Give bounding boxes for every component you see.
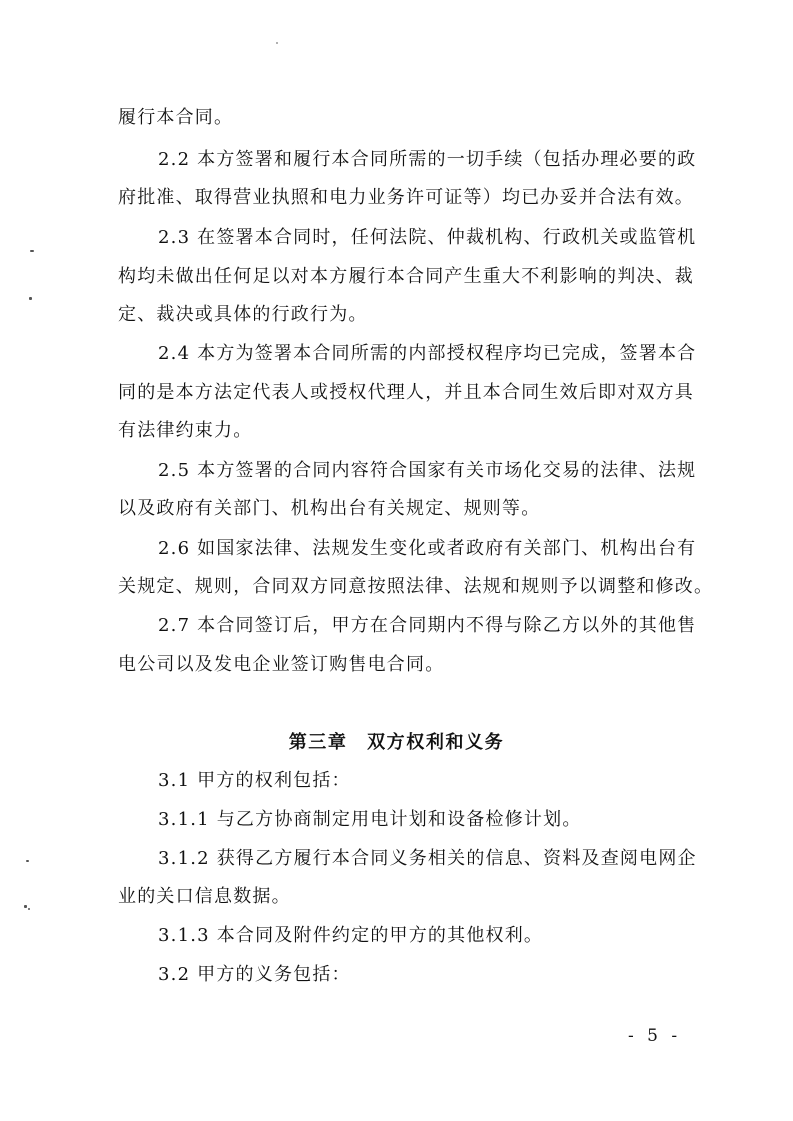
clause-2-4-line-3: 有法律约束力。 bbox=[118, 420, 253, 441]
clause-2-2-line-2: 府批准、取得营业执照和电力业务许可证等）均已办妥并合法有效。 bbox=[118, 187, 694, 208]
clause-2-7-line-2: 电公司以及发电企业签订购售电合同。 bbox=[118, 654, 445, 675]
clause-2-4-line-2: 同的是本方法定代表人或授权代理人，并且本合同生效后即对双方具 bbox=[118, 382, 694, 403]
scan-speck bbox=[30, 250, 34, 252]
clause-2-3-line-2: 构均未做出任何足以对本方履行本合同产生重大不利影响的判决、裁 bbox=[118, 266, 694, 287]
clause-3-1-3: 3.1.3 本合同及附件约定的甲方的其他权利。 bbox=[158, 925, 544, 946]
clause-2-4-line-1: 2.4 本方为签署本合同所需的内部授权程序均已完成，签署本合 bbox=[158, 343, 697, 364]
clause-3-1-2-line-2: 业的关口信息数据。 bbox=[118, 886, 291, 907]
scan-speck bbox=[24, 905, 27, 908]
clause-2-6-line-2: 关规定、规则，合同双方同意按照法律、法规和规则予以调整和修改。 bbox=[118, 576, 714, 597]
clause-3-2: 3.2 甲方的义务包括： bbox=[158, 964, 351, 985]
clause-2-2-line-1: 2.2 本方签署和履行本合同所需的一切手续（包括办理必要的政 bbox=[158, 149, 697, 170]
clause-2-5-line-2: 以及政府有关部门、机构出台有关规定、规则等。 bbox=[118, 498, 541, 519]
clause-3-1-2-line-1: 3.1.2 获得乙方履行本合同义务相关的信息、资料及查阅电网企 bbox=[158, 848, 697, 869]
clause-2-7-line-1: 2.7 本合同签订后，甲方在合同期内不得与除乙方以外的其他售 bbox=[158, 615, 697, 636]
scan-speck bbox=[28, 908, 30, 910]
scan-speck bbox=[29, 297, 32, 300]
chapter-title: 第三章 双方权利和义务 bbox=[288, 732, 505, 753]
clause-2-6-line-1: 2.6 如国家法律、法规发生变化或者政府有关部门、机构出台有 bbox=[158, 538, 697, 559]
scan-speck bbox=[26, 860, 29, 862]
text-line-1: 履行本合同。 bbox=[118, 107, 234, 128]
scan-speck bbox=[276, 42, 278, 44]
clause-3-1-1: 3.1.1 与乙方协商制定用电计划和设备检修计划。 bbox=[158, 809, 582, 830]
clause-3-1: 3.1 甲方的权利包括： bbox=[158, 770, 351, 791]
clause-2-3-line-1: 2.3 在签署本合同时，任何法院、仲裁机构、行政机关或监管机 bbox=[158, 227, 697, 248]
clause-2-3-line-3: 定、裁决或具体的行政行为。 bbox=[118, 304, 368, 325]
page-number: - 5 - bbox=[628, 1026, 682, 1046]
clause-2-5-line-1: 2.5 本方签署的合同内容符合国家有关市场化交易的法律、法规 bbox=[158, 460, 697, 481]
